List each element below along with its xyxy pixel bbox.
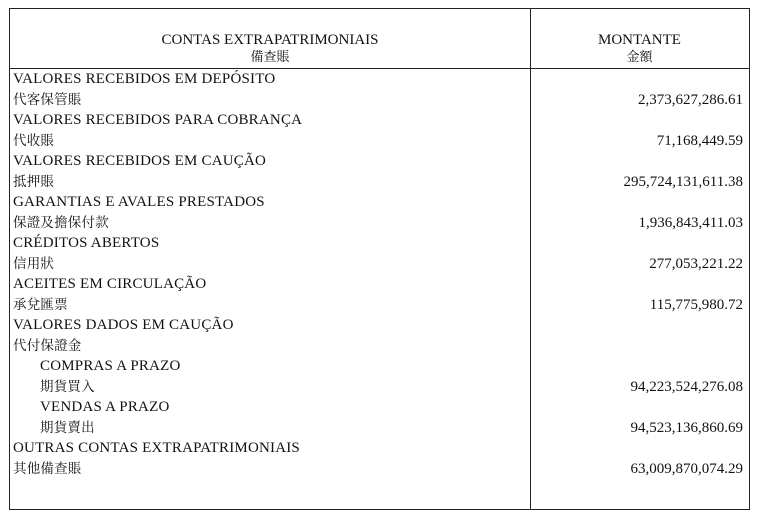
account-name-pt: VALORES RECEBIDOS EM DEPÓSITO [13, 71, 276, 87]
account-name-pt: VENDAS A PRAZO [40, 399, 170, 415]
account-name-pt: GARANTIAS E AVALES PRESTADOS [13, 194, 265, 210]
amount-value: 295,724,131,611.38 [623, 173, 743, 190]
account-name-pt: OUTRAS CONTAS EXTRAPATRIMONIAIS [13, 440, 300, 456]
amount-value: 2,373,627,286.61 [638, 91, 743, 108]
amount-value: 94,523,136,860.69 [630, 419, 743, 436]
header-amount [530, 9, 749, 69]
off-balance-table [9, 8, 750, 510]
table-row [10, 69, 749, 90]
amount-value: 71,168,449.59 [656, 132, 743, 149]
account-name-zh: 其他備查賬 [13, 460, 82, 477]
amount-value: 1,936,843,411.03 [638, 214, 743, 231]
account-name-zh: 保證及擔保付款 [13, 214, 109, 231]
table-body [10, 69, 749, 479]
table-row [10, 295, 749, 316]
account-name-zh: 期貨賣出 [40, 419, 95, 436]
table-row [10, 315, 749, 336]
table-row [10, 131, 749, 152]
table-row [10, 110, 749, 131]
account-name-zh: 期貨買入 [40, 378, 95, 395]
table-row [10, 356, 749, 377]
header-amount-pt: MONTANTE [598, 32, 681, 48]
table-row [10, 377, 749, 398]
account-name-zh: 抵押賬 [13, 173, 55, 190]
table-header [10, 9, 749, 69]
table-row [10, 459, 749, 480]
amount-value: 63,009,870,074.29 [630, 460, 743, 477]
account-name-zh: 代收賬 [13, 132, 55, 149]
account-name-pt: CRÉDITOS ABERTOS [13, 235, 160, 251]
table-row [10, 418, 749, 439]
table-row [10, 336, 749, 357]
table-row [10, 192, 749, 213]
header-accounts [10, 9, 530, 69]
amount-value: 94,223,524,276.08 [630, 378, 743, 395]
account-name-pt: ACEITES EM CIRCULAÇÃO [13, 276, 207, 292]
header-accounts-pt: CONTAS EXTRAPATRIMONIAIS [161, 32, 379, 48]
account-name-pt: VALORES DADOS EM CAUÇÃO [13, 317, 234, 333]
amount-value: 277,053,221.22 [649, 255, 743, 272]
account-name-zh: 代付保證金 [13, 337, 82, 354]
table-row [10, 397, 749, 418]
table-row [10, 438, 749, 459]
account-name-zh: 代客保管賬 [13, 91, 82, 108]
table-row [10, 274, 749, 295]
table-row [10, 172, 749, 193]
account-name-zh: 信用狀 [13, 255, 55, 272]
table-row [10, 90, 749, 111]
table-row [10, 213, 749, 234]
amount-value: 115,775,980.72 [649, 296, 743, 313]
table-row [10, 254, 749, 275]
account-name-pt: COMPRAS A PRAZO [40, 358, 181, 374]
account-name-pt: VALORES RECEBIDOS PARA COBRANÇA [13, 112, 303, 128]
table-row [10, 151, 749, 172]
header-accounts-zh: 備查賬 [250, 50, 290, 65]
table-row [10, 233, 749, 254]
account-name-pt: VALORES RECEBIDOS EM CAUÇÃO [13, 153, 267, 169]
header-amount-zh: 金額 [626, 50, 653, 65]
account-name-zh: 承兌匯票 [13, 296, 68, 313]
